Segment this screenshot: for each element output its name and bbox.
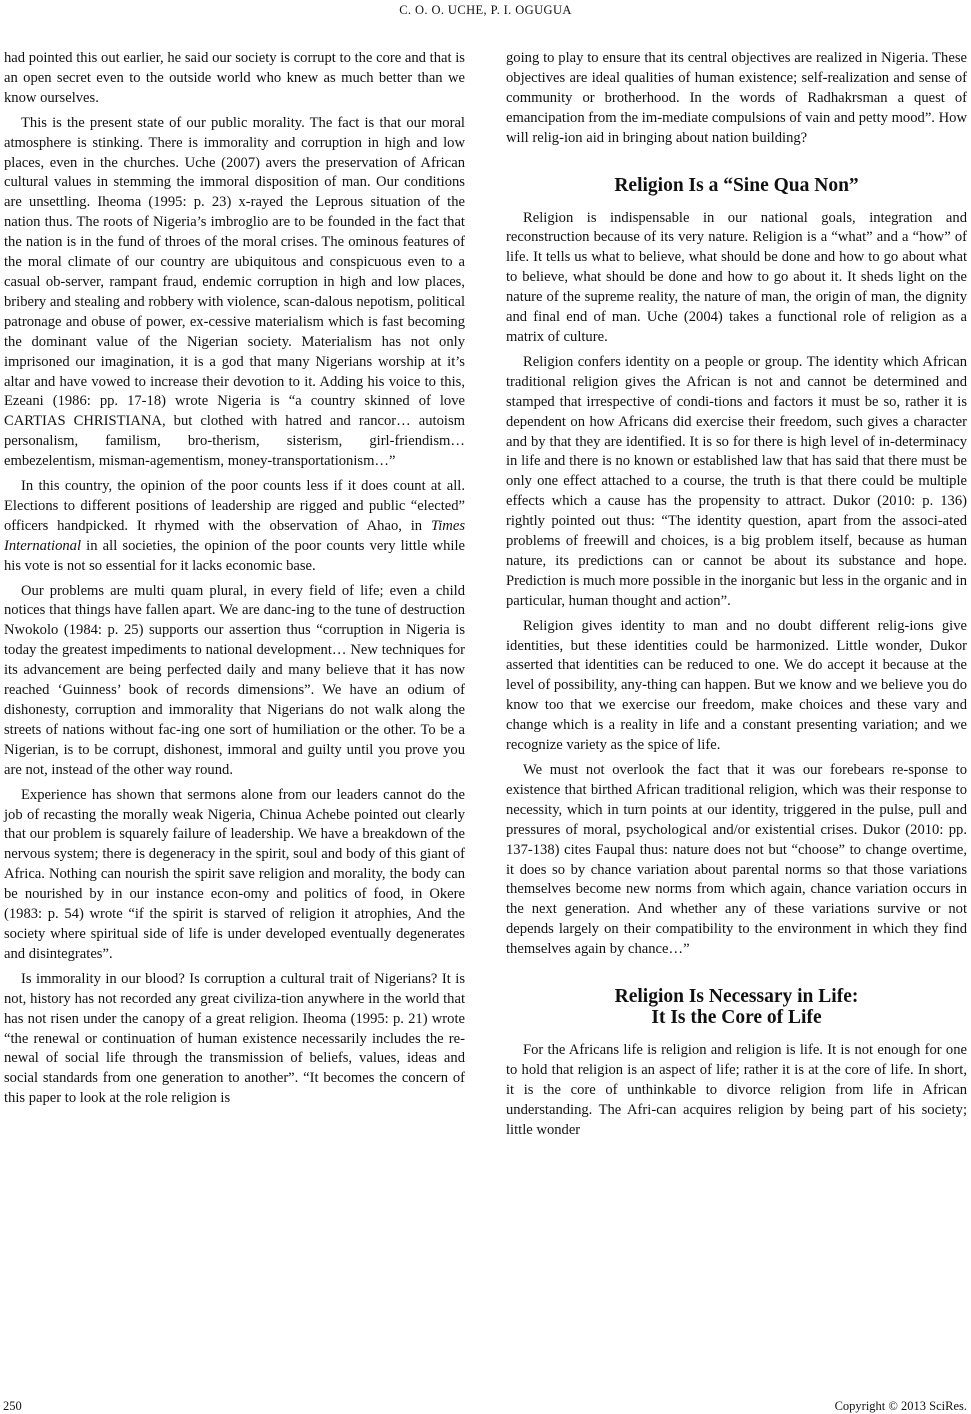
section-heading: Religion Is a “Sine Qua Non” (614, 174, 859, 196)
paragraph: For the Africans life is religion and religion is life. It is not enough for one to hold that religion is an aspect of life; rather it is at the core of life. In short, it is the core of unthinkable to divorce religion from life in African understanding. The Afri-can acquires religion by being part of his society; little wonder (506, 1042, 967, 1138)
paragraph: This is the present state of our public morality. The fact is that our moral atmosphere is stinking. There is immorality and corruption in high and low places, even in the churches. Uche (2007) avers the preservation of African cultural values in stemming the immoral disposition of man. Our conditions are unsettling. Iheoma (1995: p. 23) x-rayed the Leprous situation of the nation thus. The roots of Nigeria’s imbroglio are to be founded in the fact that the nation is in the fund of throes of the moral crises. The ominous features of the moral climate of our country are ubiquitous and conspicuous even to a casual ob-server, rampant fraud, endemic corruption in high and low places, bribery and stealing and robbery with violence, scan-dalous nepotism, political patronage and obuse of power, ex-cessive materialism which is fast becoming the dominant value of the Nigerian society. Materialism has not only imprisoned our imagination, it is a god that many Nigerians worship at it’s altar and have vowed to increase their devotion to it. Adding his voice to this, Ezeani (1986: pp. 17-18) wrote Nigeria is “a country skinned of love CARTIAS CHRISTIANA, but clothed with hatred and rancor… autoism personalism, familism, bro-therism, sisterism, girl-friendism… embezelentism, misman-agementism, money-transportationism…” (4, 114, 465, 470)
paragraph: Religion is indispensable in our national goals, integration and reconstruction because of its very nature. Religion is a “what” and a “how” of life. It tells us what to believe, what should be done and how to go about what to believe, what should be done and how to go about it. It sheds light on the nature of the supreme reality, the nature of man, the origin of man, the dignity and final end of man. Uche (2004) takes a functional role of religion as a matrix of culture. (506, 209, 967, 345)
paragraph: going to play to ensure that its central objectives are realized in Nigeria. These objectives are ideal qualities of human existence; self-realization and sense of community or brotherhood. In the words of Radhakrsman a quest of emancipation from the im-mediate compulsions of vain and petty mood”. How will relig-ion aid in bringing about nation building? (506, 50, 967, 146)
paragraph: Is immorality in our blood? Is corruption a cultural trait of Nigerians? It is not, history has not recorded any great civiliza-tion anywhere in the world that has not risen under the canopy of a great religion. Iheoma (1995: p. 21) wrote “the renewal or continuation of human existence necessarily includes the re-newal of social life through the transmission of beliefs, values, ideas and social standards from one generation to another”. “It becomes the concern of this paper to look at the role religion is (4, 970, 465, 1107)
left-column (4, 49, 465, 1114)
running-head: C. O. O. UCHE, P. I. OGUGUA (399, 3, 572, 17)
right-column (506, 49, 967, 1146)
paragraph (4, 477, 465, 577)
heading-line: Religion Is Necessary in Life: (614, 986, 859, 1008)
paragraph: Experience has shown that sermons alone from our leaders cannot do the job of recasting the morally weak Nigeria, Chinua Achebe pointed out clearly that our problem is squarely failure of leadership. We have a breakdown of the nervous system; there is degeneracy in the spirit, soul and body of this giant of Africa. Nothing can nourish the spirit save religion and morality, the body can be nourished by in our instance econ-omy and politics of food, in Okere (1983: p. 54) wrote “if the spirit is starved of religion it atrophies, And the society where spiritual side of life is under developed eventually degenerates and disintegrates”. (4, 786, 465, 962)
paragraph-text: in all societies, the opinion of the poor counts very little while his vote is not so essential for it lacks economic base. (4, 537, 465, 574)
paragraph: We must not overlook the fact that it was our forebears re-sponse to existence that birthed African traditional religion, which was their response to necessity, which in turn points at our identity, triggered in the pulse, pull and pressures of moral, psychological and/or existential crises. Dukor (2010: pp. 137-138) cites Faupal thus: nature does not but “choose” to change overtime, it does so by chance variation about parental norms so that those variations themselves become new norms from which again, chance variation occurs in the next generation. And whether any of these variations survive or not depends largely on their compatibility to the environment in which they find themselves again by chance…” (506, 762, 967, 958)
paragraph: Our problems are multi quam plural, in every field of life; even a child notices that things have fallen apart. We are danc-ing to the tune of destruction Nwokolo (1984: p. 25) supports our assertion thus “corruption in Nigeria is today the greatest impediments to national development… New techniques for its advancement are being perfected daily and many believe that it has now reached ‘Guinness’ book of records dimensions”. We have an odium of dishonesty, corruption and immorality that Nigerians do not walk along the streets of nations without fac-ing one sort of humiliation or the other. To be a Nigerian, is to be corrupt, dishonest, immoral and guilty until you prove you are not, instead of the other way round. (4, 582, 465, 778)
paragraph: Religion confers identity on a people or group. The identity which African traditional religion gives the African is not and cannot be determined and stamped that irrespective of condi-tions and factors it must be so, rather it is dependent on how Africans did exercise their freedom, such gives a character and by that they are identified. It is so for there is high level of in-determinacy in life and there is no known or established law that has said that there must be only one effect attached to a course, the truth is that there could be multiple effects which a cause has the propensity to attract. Dukor (2010: p. 136) rightly pointed out thus: “The identity question, apart from the associ-ated problems of freewill and choices, is a big problem itself, because as human nature, its predictions can or cannot be about its substance and hope. Prediction is much more possible in the inorganic but less in the organic and in particular, human thought and action”. (506, 353, 967, 609)
copyright-notice: Copyright © 2013 SciRes. (834, 1399, 967, 1413)
publication-title: Times International (4, 517, 465, 554)
paragraph-text: In this country, the opinion of the poor counts less if it does count at all. Elections to different positions of leadership are rigged and public “elected” officers handpicked. It rhymed with the observation of Ahao, in (4, 478, 465, 534)
page-number: 250 (3, 1399, 22, 1413)
paragraph: Religion gives identity to man and no doubt different relig-ions give identities, but these identities could be harmonized. Little wonder, Dukor asserted that identities can be reduced to one. We do accept it because at the level of possibility, any-thing can happen. But we know and we believe you do know too that we exercise our freedom, make choices and these vary and change which is a reality in life and a constant presenting variation; and we recognize variety as the spice of life. (506, 617, 967, 754)
paragraph: had pointed this out earlier, he said our society is corrupt to the core and that is an open secret even to the outside world who knew as much better than we know ourselves. (4, 50, 465, 106)
section-heading (506, 986, 967, 1028)
heading-line: It Is the Core of Life (651, 1007, 822, 1029)
